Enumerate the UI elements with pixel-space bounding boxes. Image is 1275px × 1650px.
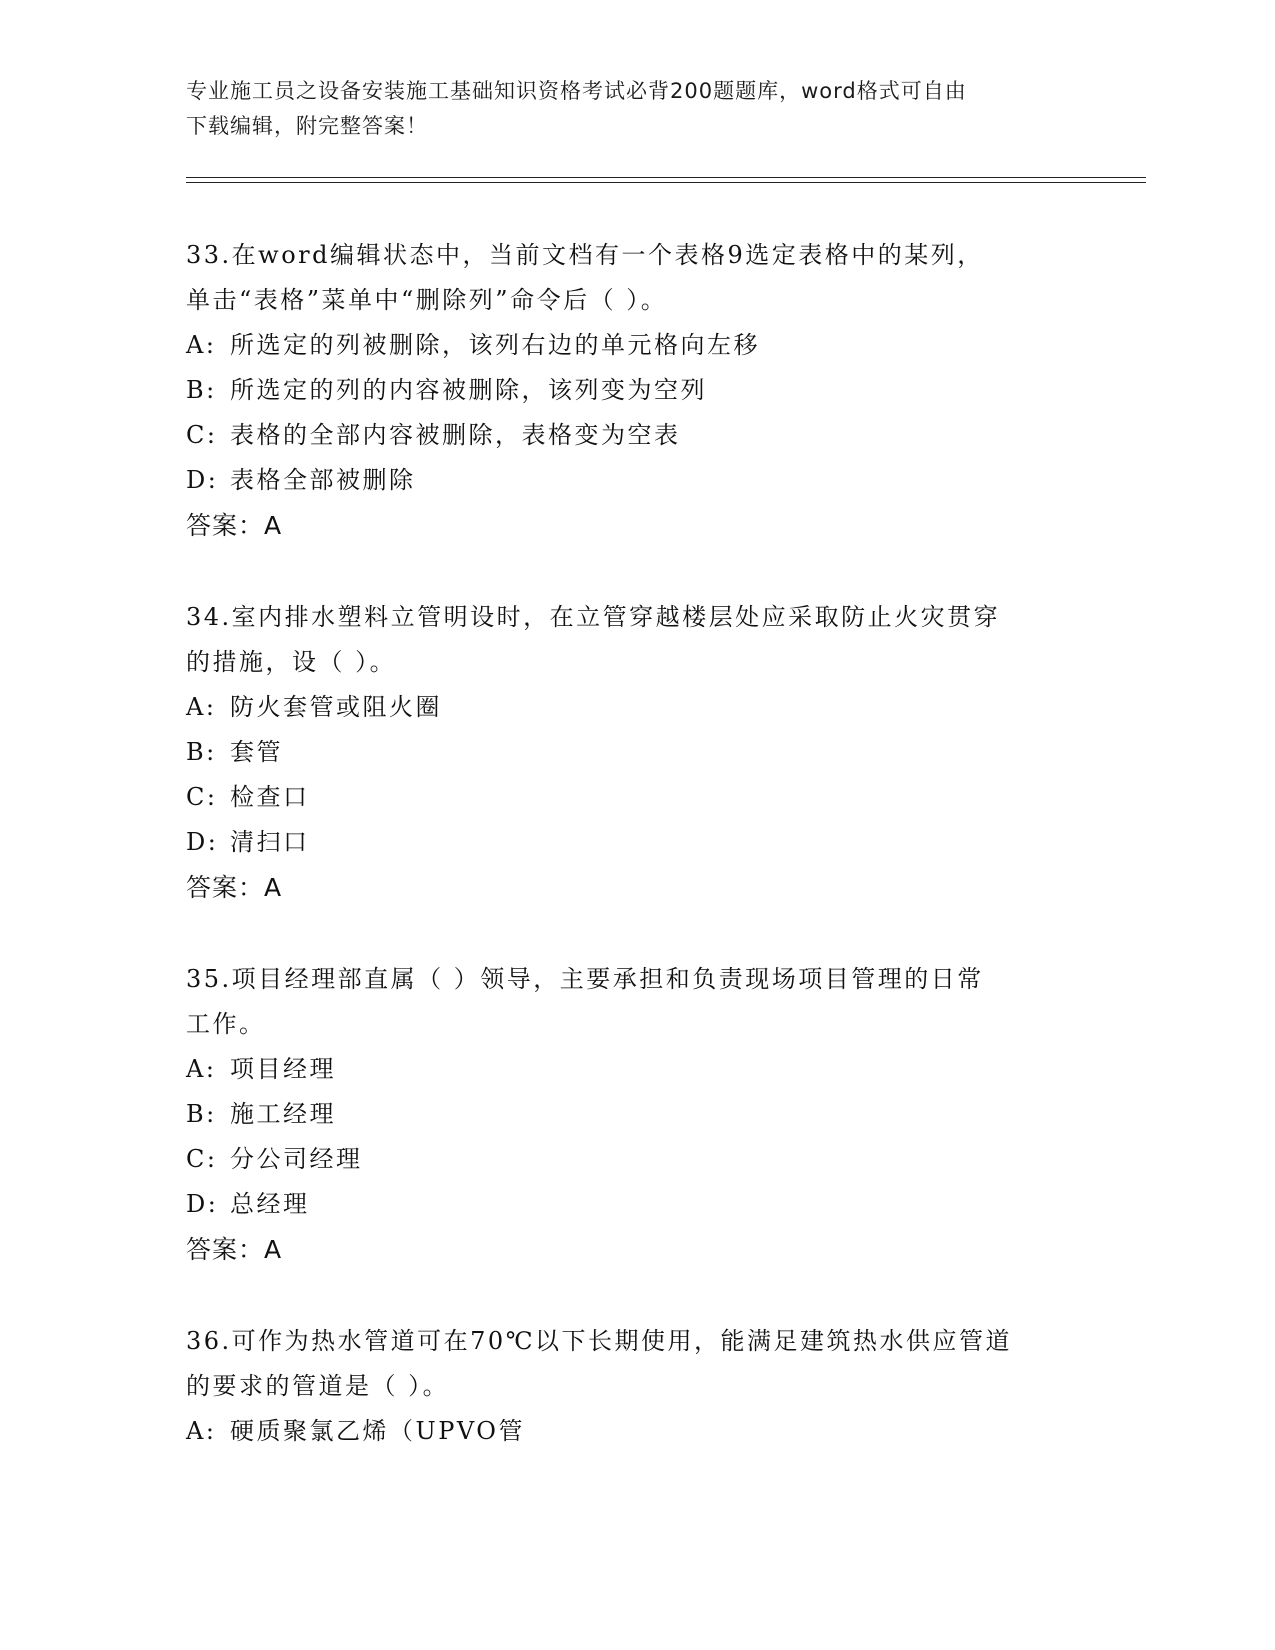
option-text: 施工经理 <box>230 1100 336 1128</box>
option-text: 表格的全部内容被删除，表格变为空表 <box>230 421 681 449</box>
option-letter: D: <box>186 1190 219 1218</box>
option-text: 硬质聚氯乙烯（UPVO管 <box>230 1417 525 1445</box>
option-text: 总经理 <box>230 1190 310 1218</box>
option-b <box>186 730 1086 775</box>
option-a <box>186 685 1086 730</box>
question-stem-line-1: 35.项目经理部直属（ ）领导，主要承担和负责现场项目管理的日常 <box>186 965 984 993</box>
option-letter: B: <box>186 738 217 766</box>
option-letter: C: <box>186 783 218 811</box>
option-c <box>186 775 1086 820</box>
question-stem-line-1: 34.室内排水塑料立管明设时，在立管穿越楼层处应采取防止火灾贯穿 <box>186 603 1001 631</box>
question-stem-line-2: 的要求的管道是（ ）。 <box>186 1372 450 1400</box>
option-letter: B: <box>186 376 217 404</box>
question-stem-line-2: 的措施，设（ ）。 <box>186 648 397 676</box>
option-b <box>186 368 1086 413</box>
option-letter: C: <box>186 421 218 449</box>
option-text: 套管 <box>230 738 283 766</box>
header-line-1: 专业施工员之设备安装施工基础知识资格考试必背200题题库，word格式可自由 <box>186 79 967 103</box>
option-d <box>186 1182 1086 1227</box>
option-text: 检查口 <box>230 783 310 811</box>
option-text: 清扫口 <box>230 828 310 856</box>
option-c <box>186 413 1086 458</box>
option-text: 项目经理 <box>230 1055 336 1083</box>
option-b <box>186 1092 1086 1137</box>
option-letter: D: <box>186 828 219 856</box>
option-text: 所选定的列的内容被删除，该列变为空列 <box>230 376 707 404</box>
question-36 <box>186 1319 1086 1454</box>
option-letter: A: <box>186 693 217 721</box>
option-text: 表格全部被删除 <box>230 466 416 494</box>
option-letter: D: <box>186 466 219 494</box>
question-stem-line-2: 单击“表格”菜单中“删除列”命令后（ ）。 <box>186 286 668 314</box>
option-d <box>186 458 1086 503</box>
question-33 <box>186 233 1086 549</box>
question-stem-line-2: 工作。 <box>186 1010 266 1038</box>
option-letter: A: <box>186 331 217 359</box>
option-letter: A: <box>186 1055 217 1083</box>
header-divider-bottom <box>186 182 1146 183</box>
option-text: 防火套管或阻火圈 <box>230 693 442 721</box>
option-letter: B: <box>186 1100 217 1128</box>
question-34 <box>186 595 1086 911</box>
question-stem-line-1: 33.在word编辑状态中，当前文档有一个表格9选定表格中的某列， <box>186 241 984 269</box>
option-text: 所选定的列被删除，该列右边的单元格向左移 <box>230 331 760 359</box>
header-divider-top <box>186 177 1146 178</box>
option-a <box>186 1047 1086 1092</box>
question-35 <box>186 957 1086 1273</box>
answer-line: 答案：A <box>186 873 283 902</box>
option-a <box>186 323 1086 368</box>
question-stem-line-1: 36.可作为热水管道可在70℃以下长期使用，能满足建筑热水供应管道 <box>186 1327 1013 1355</box>
option-d <box>186 820 1086 865</box>
option-text: 分公司经理 <box>230 1145 363 1173</box>
answer-line: 答案：A <box>186 511 283 540</box>
option-letter: A: <box>186 1417 217 1445</box>
header-line-2: 下载编辑，附完整答案！ <box>186 114 428 138</box>
option-c <box>186 1137 1086 1182</box>
document-header <box>186 74 1086 144</box>
option-letter: C: <box>186 1145 218 1173</box>
answer-line: 答案：A <box>186 1235 283 1264</box>
option-a <box>186 1409 1086 1454</box>
